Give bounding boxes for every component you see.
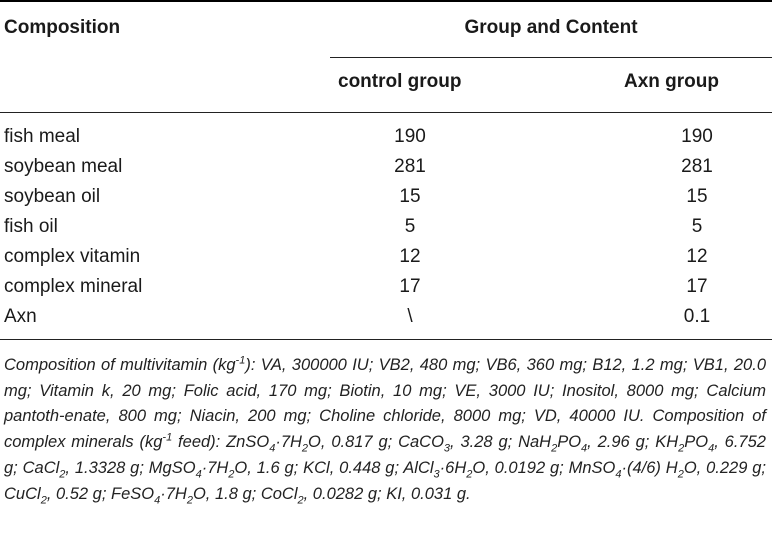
header-axn-group: Axn group [624,71,719,92]
row-axn-value: 17 [686,276,708,297]
row-name: fish meal [4,126,81,147]
row-control-value: 17 [399,276,421,297]
table-row [0,246,772,276]
header-group-and-content: Group and Content [464,17,638,38]
table-row [0,276,772,306]
header-composition: Composition [4,17,121,38]
table-row [0,126,772,156]
row-control-value: 5 [404,216,416,237]
top-rule [0,0,772,2]
row-control-value: 12 [399,246,421,267]
row-control-value: 15 [399,186,421,207]
row-control-value: \ [407,306,413,327]
row-axn-value: 190 [681,126,713,147]
row-axn-value: 5 [691,216,703,237]
row-axn-value: 15 [686,186,708,207]
row-name: fish oil [4,216,58,237]
group-underline-rule [330,57,772,58]
row-axn-value: 12 [686,246,708,267]
row-axn-value: 281 [681,156,713,177]
bottom-rule [0,339,772,340]
row-name: soybean meal [4,156,123,177]
row-axn-value: 0.1 [683,306,711,327]
row-control-value: 190 [394,126,426,147]
table-row [0,216,772,246]
header-rule [0,112,772,113]
row-name: complex mineral [4,276,143,297]
table-footnote: Composition of multivitamin $(kg^{-1})$: VA, 300000 IU; VB2, 480 mg; VB6, 360 mg; B12, 1.2 mg; VB1, 20.0 mg; Vitamin k, 20 mg; Folic acid, 170 mg; Biotin, 10 mg; VE, 3000 IU; Inositol, 8000 mg; Calcium pantoth-enate, 800 mg; Niacin, 200 mg; Choline chloride, 8000 mg; VD, 40000 IU. Composition of complex minerals ($kg^{-1}$ feed): $ZnSO_4\cdot 7H_2O$, 0.817 g; CaCO$_3$, 3.28 g; $NaH_2PO_4$, 2.96 g; $KH_2PO_4$, 6.752 g; CaCl$_2$, 1.3328 g; $MgSO_4\cdot 7H_2O$, 1.6 g; KCl, 0.448 g; $AlCl_3\cdot 6H_2O$, 0.0192 g; MnSO$_4$·(4/6) $H_2O$, 0.229 g; CuCl$_2$, 0.52 g; $FeSO_4\cdot 7H_2O$, 1.8 g; CoCl$_2$, 0.0282 g; KI, 0.031 g. [4,354,767,506]
header-control-group: control group [338,71,462,92]
row-name: Axn [4,306,37,327]
row-name: complex vitamin [4,246,141,267]
row-control-value: 281 [394,156,426,177]
table-row [0,186,772,216]
row-name: soybean oil [4,186,101,207]
table-row [0,156,772,186]
table-row [0,306,772,336]
